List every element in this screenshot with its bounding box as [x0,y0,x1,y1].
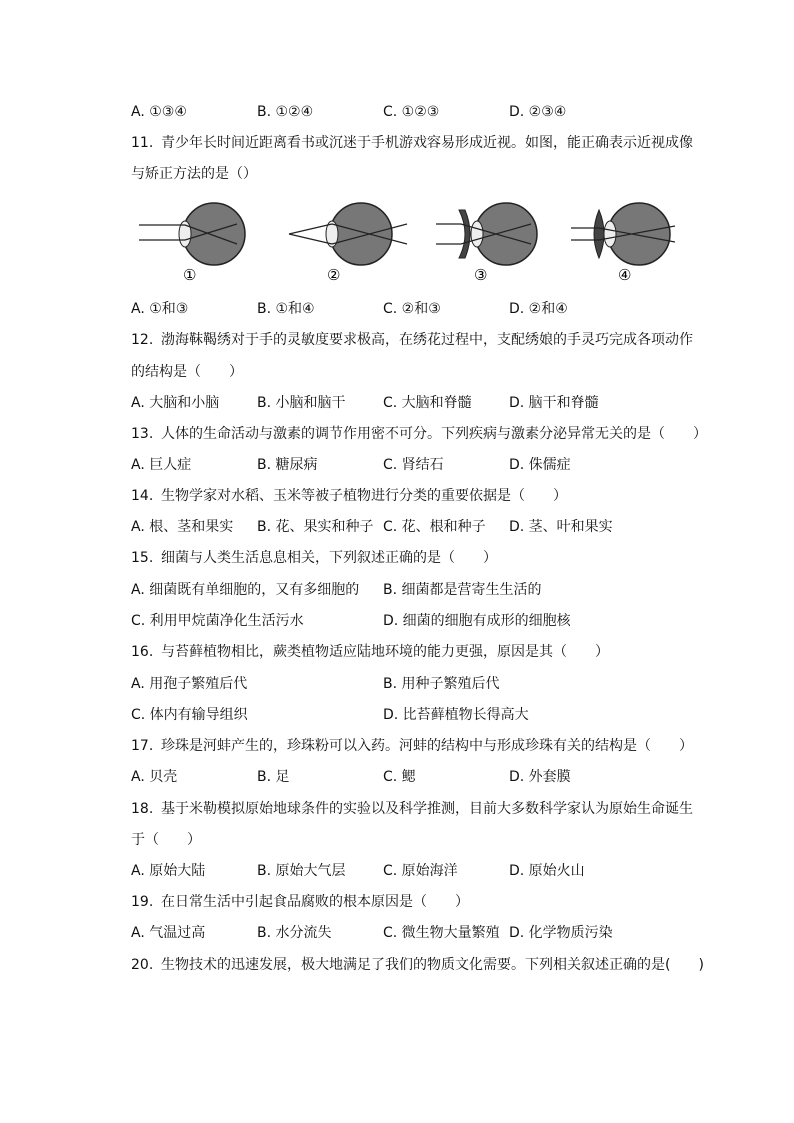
q17-number: 17. [131,738,154,754]
q13-stem [131,424,707,444]
eye-diagram-figure [131,194,691,286]
q19-text: 在日常生活中引起食品腐败的根本原因是（ ） [161,894,469,910]
q15-number: 15. [131,550,154,566]
q15-option-c: C. 利用甲烷菌净化生活污水 [131,613,304,629]
q10-option-c: C. ①②③ [383,104,440,120]
q15-stem [131,548,497,568]
q17-option-a: A. 贝壳 [131,769,178,785]
q19-stem [131,892,469,912]
q18-option-a: A. 原始大陆 [131,863,206,879]
q15-option-d: D. 细菌的细胞有成形的细胞核 [383,613,571,629]
q16-option-c: C. 体内有输导组织 [131,707,248,723]
q19-option-d: D. 化学物质污染 [509,925,613,941]
q15-text: 细菌与人类生活息息相关，下列叙述正确的是（ ） [161,550,497,566]
q13-option-a: A. 巨人症 [131,457,192,473]
q12-stem-line1 [131,330,693,350]
q16-option-a: A. 用孢子繁殖后代 [131,676,248,692]
q14-stem [131,486,567,506]
eye-label-1: ① [183,266,197,284]
q16-option-d: D. 比苔藓植物长得高大 [383,707,529,723]
q14-option-c: C. 花、根和种子 [383,519,486,535]
q10-option-d: D. ②③④ [509,104,567,120]
q13-text: 人体的生命活动与激素的调节作用密不可分。下列疾病与激素分泌异常无关的是（ ） [161,426,707,442]
q17-stem [131,736,693,756]
q15-option-b: B. 细菌都是营寄生生活的 [383,582,542,598]
q12-option-b: B. 小脑和脑干 [257,395,346,411]
q16-text: 与苔藓植物相比，蕨类植物适应陆地环境的能力更强，原因是其（ ） [161,644,609,660]
q13-number: 13. [131,426,154,442]
q16-stem [131,642,609,662]
q13-option-d: D. 侏儒症 [509,457,571,473]
q20-stem [131,955,704,975]
q11-number: 11. [131,135,154,151]
q15-option-a: A. 细菌既有单细胞的，又有多细胞的 [131,582,360,598]
q18-option-b: B. 原始大气层 [257,863,346,879]
q19-option-b: B. 水分流失 [257,925,332,941]
q18-number: 18. [131,801,154,817]
q18-text-1: 基于米勒模拟原始地球条件的实验以及科学推测，目前大多数科学家认为原始生命诞生 [161,801,693,817]
q11-text-1: 青少年长时间近距离看书或沉迷于手机游戏容易形成近视。如图，能正确表示近视成像 [161,135,693,151]
q13-option-c: C. 肾结石 [383,457,444,473]
q18-stem-line1 [131,799,693,819]
q20-text: 生物技术的迅速发展，极大地满足了我们的物质文化需要。下列相关叙述正确的是( ) [161,957,704,973]
q14-option-d: D. 茎、叶和果实 [509,519,613,535]
q17-option-c: C. 鳃 [383,769,416,785]
q12-number: 12. [131,332,154,348]
eye-label-2: ② [327,266,341,284]
q18-option-d: D. 原始火山 [509,863,585,879]
q19-number: 19. [131,894,154,910]
q12-stem-line2: 的结构是（ ） [131,364,243,380]
q10-option-a: A. ①③④ [131,104,187,120]
q19-option-a: A. 气温过高 [131,925,206,941]
q18-stem-line2: 于（ ） [131,832,201,848]
q19-option-c: C. 微生物大量繁殖 [383,925,500,941]
q10-option-b: B. ①②④ [257,104,314,120]
eye-diagram-1 [139,203,245,284]
q11-option-b: B. ①和④ [257,301,315,317]
q14-text: 生物学家对水稻、玉米等被子植物进行分类的重要依据是（ ） [161,488,567,504]
q20-number: 20. [131,957,154,973]
eye-label-3: ③ [474,266,488,284]
eye-diagram-2 [289,203,407,284]
q18-option-c: C. 原始海洋 [383,863,458,879]
q17-option-d: D. 外套膜 [509,769,571,785]
q11-stem-line1 [131,133,693,153]
q11-stem-line2: 与矫正方法的是（） [131,166,257,182]
q11-option-c: C. ②和③ [383,301,441,317]
q14-number: 14. [131,488,154,504]
q12-option-c: C. 大脑和脊髓 [383,395,472,411]
q12-text-1: 渤海靺鞨绣对于手的灵敏度要求极高，在绣花过程中，支配绣娘的手灵巧完成各项动作 [161,332,693,348]
q13-option-b: B. 糖尿病 [257,457,318,473]
q14-option-b: B. 花、果实和种子 [257,519,374,535]
q16-number: 16. [131,644,154,660]
q16-option-b: B. 用种子繁殖后代 [383,676,500,692]
q17-option-b: B. 足 [257,769,290,785]
eye-diagram-3 [436,203,537,284]
q11-option-a: A. ①和③ [131,301,189,317]
q12-option-d: D. 脑干和脊髓 [509,395,599,411]
eye-diagram-4 [571,203,675,284]
eye-label-4: ④ [618,266,632,284]
q11-option-d: D. ②和④ [509,301,568,317]
q12-option-a: A. 大脑和小脑 [131,395,220,411]
q14-option-a: A. 根、茎和果实 [131,519,234,535]
q17-text: 珍珠是河蚌产生的，珍珠粉可以入药。河蚌的结构中与形成珍珠有关的结构是（ ） [161,738,693,754]
